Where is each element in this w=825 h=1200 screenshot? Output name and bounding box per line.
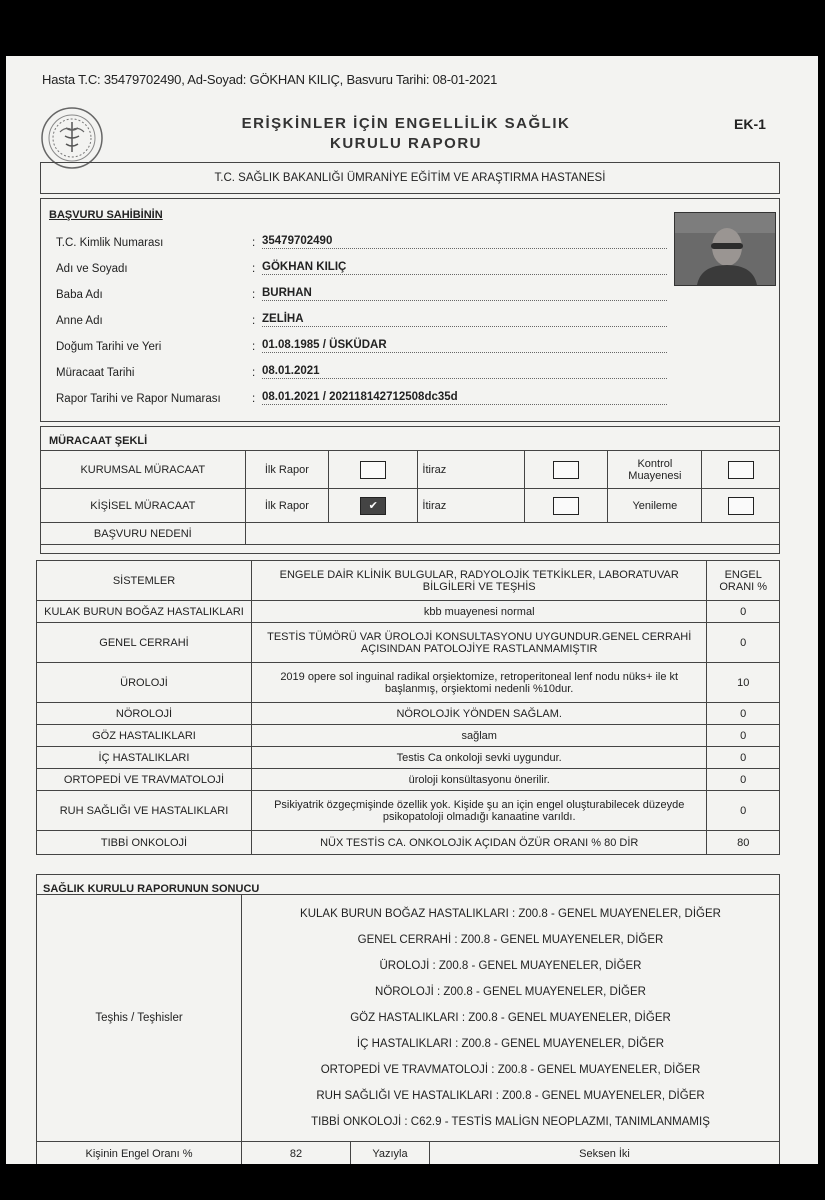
findings-row — [37, 747, 780, 769]
findings-rate: 0 — [707, 747, 780, 769]
application-type-table — [40, 450, 780, 545]
header-systems: SİSTEMLER — [37, 561, 252, 601]
applicant-field-value: ZELİHA — [262, 313, 667, 327]
field-colon: : — [252, 315, 256, 327]
option-label: İtiraz — [418, 489, 525, 523]
applicant-field-value: 08.01.2021 — [262, 365, 667, 379]
findings-row — [37, 601, 780, 623]
applicant-photo — [674, 212, 776, 286]
findings-system: NÖROLOJİ — [37, 703, 252, 725]
report-page — [6, 56, 818, 1164]
diagnosis-item: İÇ HASTALIKLARI : Z00.8 - GENEL MUAYENELER, DİĞER — [356, 1038, 665, 1050]
diagnosis-list — [242, 895, 780, 1142]
diagnosis-item: ORTOPEDİ VE TRAVMATOLOJİ : Z00.8 - GENEL MUAYENELER, DİĞER — [320, 1064, 701, 1076]
application-type-label: KURUMSAL MÜRACAAT — [41, 451, 246, 489]
findings-finding: sağlam — [251, 725, 706, 747]
checkbox-renewal[interactable] — [702, 489, 780, 523]
checkbox-first-report-institutional[interactable] — [329, 451, 418, 489]
findings-row — [37, 623, 780, 663]
findings-system: GÖZ HASTALIKLARI — [37, 725, 252, 747]
findings-rate: 10 — [707, 663, 780, 703]
application-row — [41, 489, 780, 523]
header-findings: ENGELE DAİR KLİNİK BULGULAR, RADYOLOJİK TETKİKLER, LABORATUVAR BİLGİLERİ VE TEŞHİS — [251, 561, 706, 601]
option-label: Yenileme — [608, 489, 702, 523]
applicant-field-label: Doğum Tarihi ve Yeri — [56, 341, 162, 353]
findings-system: GENEL CERRAHİ — [37, 623, 252, 663]
findings-rate: 0 — [707, 623, 780, 663]
applicant-section — [40, 198, 780, 422]
diagnosis-row — [37, 895, 780, 1142]
field-colon: : — [252, 237, 256, 249]
diagnosis-item: NÖROLOJİ : Z00.8 - GENEL MUAYENELER, DİĞER — [375, 986, 646, 998]
application-section-title: MÜRACAAT ŞEKLİ — [49, 435, 148, 447]
findings-finding: NÜX TESTİS CA. ONKOLOJİK AÇIDAN ÖZÜR ORANI % 80 DİR — [251, 831, 706, 855]
diagnosis-label: Teşhis / Teşhisler — [37, 895, 242, 1142]
findings-system: İÇ HASTALIKLARI — [37, 747, 252, 769]
diagnosis-item: GÖZ HASTALIKLARI : Z00.8 - GENEL MUAYENELER, DİĞER — [350, 1012, 671, 1024]
applicant-field-value: 08.01.2021 / 202118142712508dc35d — [262, 391, 667, 405]
disability-rate-label: Kişinin Engel Oranı % — [37, 1142, 242, 1165]
findings-finding: Psikiyatrik özgeçmişinde özellik yok. Kişide şu an için engel oluşturabilecek düzeyde psikopatoloji olmadığı kanaatine varıldı. — [251, 791, 706, 831]
diagnosis-item: ÜROLOJİ : Z00.8 - GENEL MUAYENELER, DİĞER — [379, 960, 642, 972]
application-type-label: KİŞİSEL MÜRACAAT — [41, 489, 246, 523]
findings-header-row — [37, 561, 780, 601]
application-reason-row — [41, 523, 780, 545]
applicant-section-title: BAŞVURU SAHİBİNİN — [49, 209, 163, 221]
rate-words-label: Yazıyla — [351, 1142, 430, 1165]
findings-finding: 2019 opere sol inguinal radikal orşiektomize, retroperitoneal lenf nodu nüks+ ile kt başlanmış, orşiektomi nedenli %10dur. — [251, 663, 706, 703]
findings-finding: TESTİS TÜMÖRÜ VAR ÜROLOJİ KONSULTASYONU UYGUNDUR.GENEL CERRAHİ AÇISINDAN PATOLOJİYE RASTLANMAMIŞTIR — [251, 623, 706, 663]
diagnosis-item: GENEL CERRAHİ : Z00.8 - GENEL MUAYENELER, DİĞER — [357, 934, 664, 946]
findings-row — [37, 703, 780, 725]
field-colon: : — [252, 263, 256, 275]
findings-system: RUH SAĞLIĞI VE HASTALIKLARI — [37, 791, 252, 831]
title-line-2: KURULU RAPORU — [330, 135, 482, 152]
findings-row — [37, 831, 780, 855]
findings-finding: NÖROLOJİK YÖNDEN SAĞLAM. — [251, 703, 706, 725]
findings-finding: Testis Ca onkoloji sevki uygundur. — [251, 747, 706, 769]
field-colon: : — [252, 341, 256, 353]
findings-row — [37, 791, 780, 831]
result-section-title: SAĞLIK KURULU RAPORUNUN SONUCU — [43, 883, 260, 895]
checkbox-objection-institutional[interactable] — [524, 451, 607, 489]
patient-header-line: Hasta T.C: 35479702490, Ad-Soyad: GÖKHAN KILIÇ, Basvuru Tarihi: 08-01-2021 — [42, 72, 498, 87]
findings-table — [36, 560, 780, 855]
findings-rate: 0 — [707, 601, 780, 623]
option-label: İtiraz — [418, 451, 525, 489]
findings-finding: üroloji konsültasyonu önerilir. — [251, 769, 706, 791]
applicant-field-value: GÖKHAN KILIÇ — [262, 261, 667, 275]
applicant-field-label: Müracaat Tarihi — [56, 367, 135, 379]
result-table — [36, 894, 780, 1164]
field-colon: : — [252, 393, 256, 405]
disability-rate-row — [37, 1142, 780, 1165]
ministry-logo-icon — [40, 106, 104, 170]
field-colon: : — [252, 367, 256, 379]
application-reason-value — [245, 523, 779, 545]
findings-system: ORTOPEDİ VE TRAVMATOLOJİ — [37, 769, 252, 791]
diagnosis-item: TIBBİ ONKOLOJİ : C62.9 - TESTİS MALİGN NEOPLAZMI, TANIMLANMAMIŞ — [311, 1116, 710, 1128]
findings-rate: 0 — [707, 769, 780, 791]
document-title — [206, 114, 606, 154]
findings-row — [37, 663, 780, 703]
field-colon: : — [252, 289, 256, 301]
checkmark-icon: ✔ — [360, 497, 386, 515]
application-row — [41, 451, 780, 489]
findings-rate: 0 — [707, 725, 780, 747]
checkbox-first-report-personal[interactable] — [329, 489, 418, 523]
person-photo-icon — [675, 213, 775, 285]
findings-rate: 0 — [707, 791, 780, 831]
findings-system: KULAK BURUN BOĞAZ HASTALIKLARI — [37, 601, 252, 623]
findings-system: ÜROLOJİ — [37, 663, 252, 703]
hospital-name: T.C. SAĞLIK BAKANLIĞI ÜMRANİYE EĞİTİM VE ARAŞTIRMA HASTANESİ — [40, 162, 780, 194]
application-reason-label: BAŞVURU NEDENİ — [41, 523, 246, 545]
findings-row — [37, 769, 780, 791]
diagnosis-item: KULAK BURUN BOĞAZ HASTALIKLARI : Z00.8 - GENEL MUAYENELER, DİĞER — [300, 908, 721, 920]
checkbox-control-exam[interactable] — [702, 451, 780, 489]
findings-finding: kbb muayenesi normal — [251, 601, 706, 623]
findings-rate: 0 — [707, 703, 780, 725]
findings-rate: 80 — [707, 831, 780, 855]
applicant-field-label: Rapor Tarihi ve Rapor Numarası — [56, 393, 221, 405]
rate-words-value: Seksen İki — [430, 1142, 780, 1165]
applicant-field-label: Adı ve Soyadı — [56, 263, 128, 275]
applicant-field-label: Anne Adı — [56, 315, 103, 327]
title-line-1: ERİŞKİNLER İÇİN ENGELLİLİK SAĞLIK — [241, 115, 571, 132]
applicant-field-label: Baba Adı — [56, 289, 103, 301]
checkbox-objection-personal[interactable] — [524, 489, 607, 523]
findings-system: TIBBİ ONKOLOJİ — [37, 831, 252, 855]
applicant-field-label: T.C. Kimlik Numarası — [56, 237, 164, 249]
findings-row — [37, 725, 780, 747]
disability-rate-value: 82 — [242, 1142, 351, 1165]
option-label: Kontrol Muayenesi — [608, 451, 702, 489]
diagnosis-item: RUH SAĞLIĞI VE HASTALIKLARI : Z00.8 - GENEL MUAYENELER, DİĞER — [316, 1090, 705, 1102]
option-label: İlk Rapor — [245, 451, 329, 489]
header-rate: ENGEL ORANI % — [707, 561, 780, 601]
option-label: İlk Rapor — [245, 489, 329, 523]
form-code: EK-1 — [734, 116, 766, 132]
applicant-field-value: 35479702490 — [262, 235, 667, 249]
applicant-field-value: BURHAN — [262, 287, 667, 301]
applicant-field-value: 01.08.1985 / ÜSKÜDAR — [262, 339, 667, 353]
